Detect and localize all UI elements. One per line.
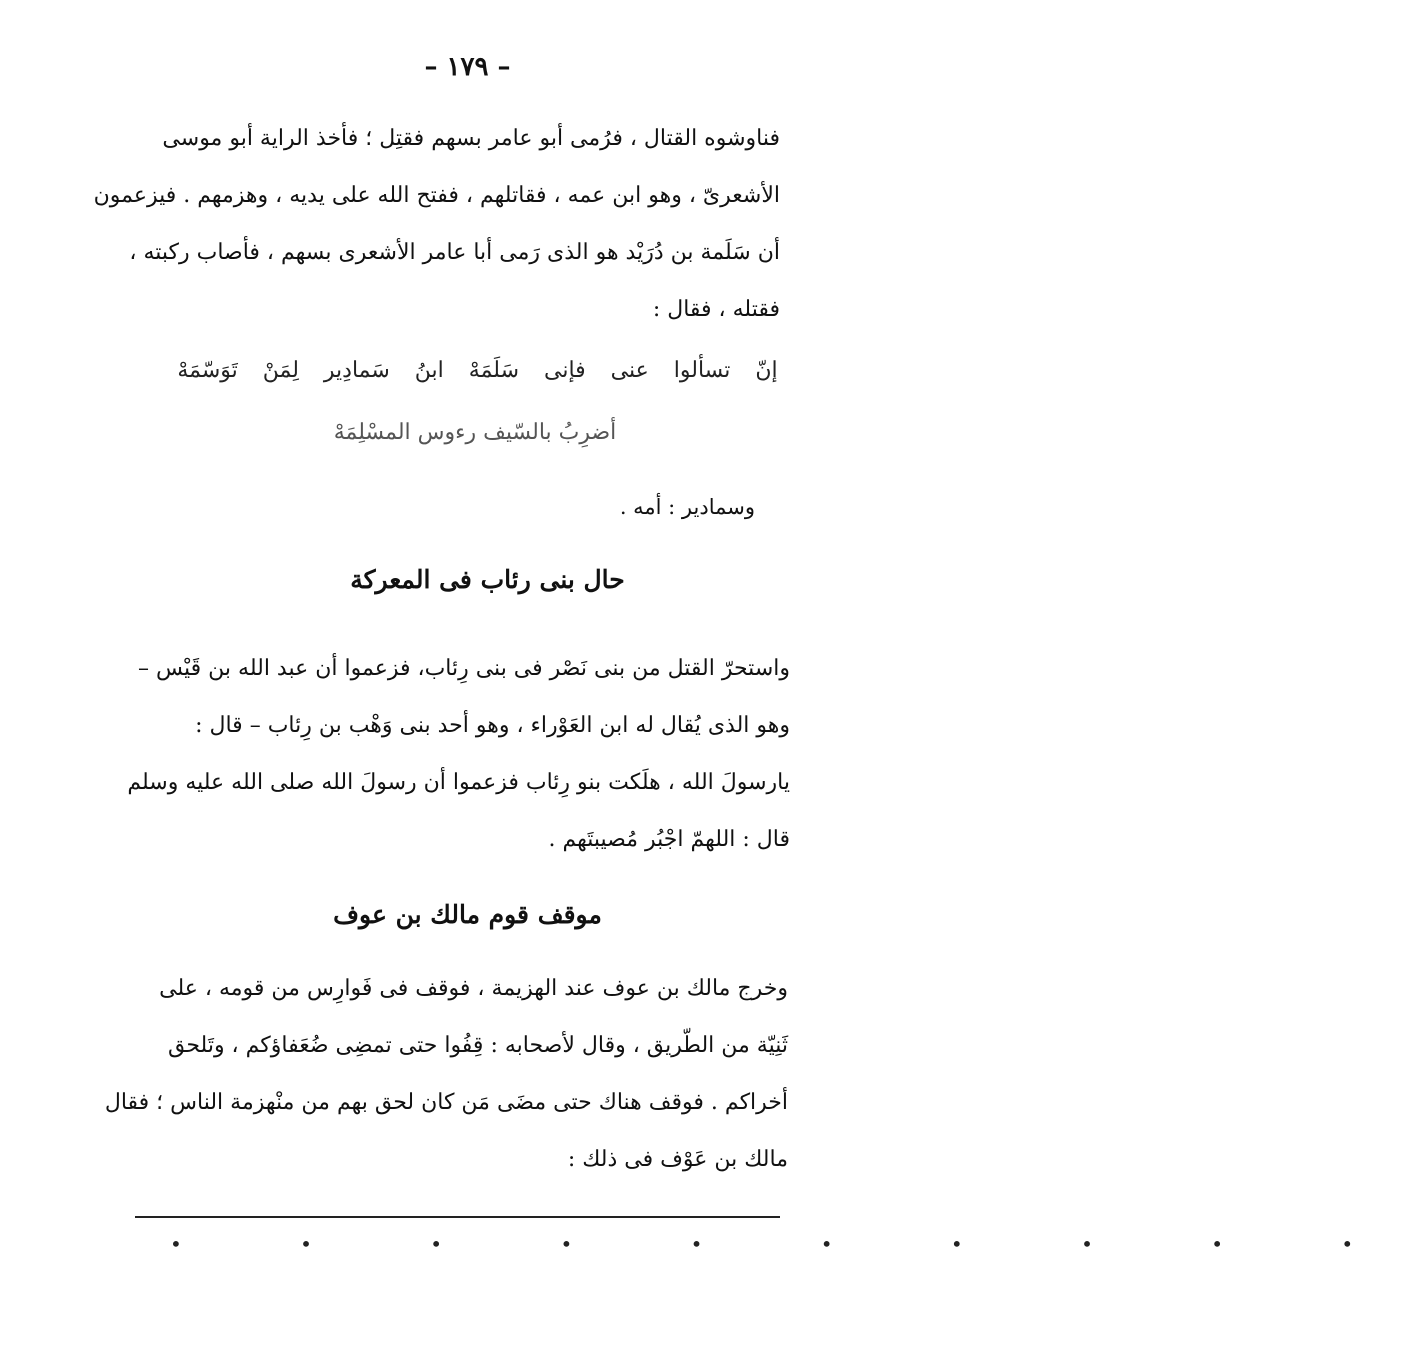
footer-marks: • • • • • • • • • • [170,1232,1409,1256]
text-line: وهو الذى يُقال له ابن العَوْراء ، وهو أحد بنى وَهْب بن رِئاب – قال : [195,713,790,738]
text-line: فناوشوه القتال ، فرُمى أبو عامر بسهم فقتِل ؛ فأخذ الراية أبو موسى [162,126,780,151]
text-line: فقتله ، فقال : [652,297,780,322]
paragraph-bani-riab [127,640,790,868]
verse-line-2: أضرِبُ بالسّيف رءوس المسْلِمَهْ [333,420,617,445]
text-line: يارسولَ الله ، هلَكت بنو رِئاب فزعموا أن رسولَ الله صلى الله عليه وسلم [127,770,790,795]
page-number: – ١٧٩ – [424,52,511,82]
footnote-divider [135,1216,780,1218]
section-heading-bani-riab: حال بنى رئاب فى المعركة [350,565,625,594]
text-line: أن سَلَمة بن دُرَيْد هو الذى رَمى أبا عامر الأشعرى بسهم ، فأصاب ركبته ، [129,240,780,265]
paragraph-battle [93,110,780,338]
section-heading-malik: موقف قوم مالك بن عوف [333,900,602,929]
text-line: قال : اللهمّ اجْبُر مُصيبتَهم . [548,827,790,852]
text-line: ثَنِيّة من الطّريق ، وقال لأصحابه : قِفُوا حتى تمضِى ضُعَفاؤكم ، وتَلحق [167,1033,788,1058]
paragraph-malik [104,960,788,1188]
verse-line-1: إنّ تسألوا عنى فإنى سَلَمَهْ ابنُ سَمادِير لِمَنْ تَوَسّمَهْ [177,358,778,383]
text-line: مالك بن عَوْف فى ذلك : [567,1147,788,1172]
footnote-samadir: وسمادير : أمه . [619,495,755,519]
text-line: الأشعرىّ ، وهو ابن عمه ، فقاتلهم ، ففتح الله على يديه ، وهزمهم . فيزعمون [93,183,780,208]
text-line: وخرج مالك بن عوف عند الهزيمة ، فوقف فى فَوارِس من قومه ، على [159,976,788,1001]
text-line: أخراكم . فوقف هناك حتى مضَى مَن كان لحق بهم من منْهزمة الناس ؛ فقال [104,1090,788,1115]
text-line: واستحرّ القتل من بنى نَصْر فى بنى رِئاب، فزعموا أن عبد الله بن قَيْس – [137,656,790,681]
